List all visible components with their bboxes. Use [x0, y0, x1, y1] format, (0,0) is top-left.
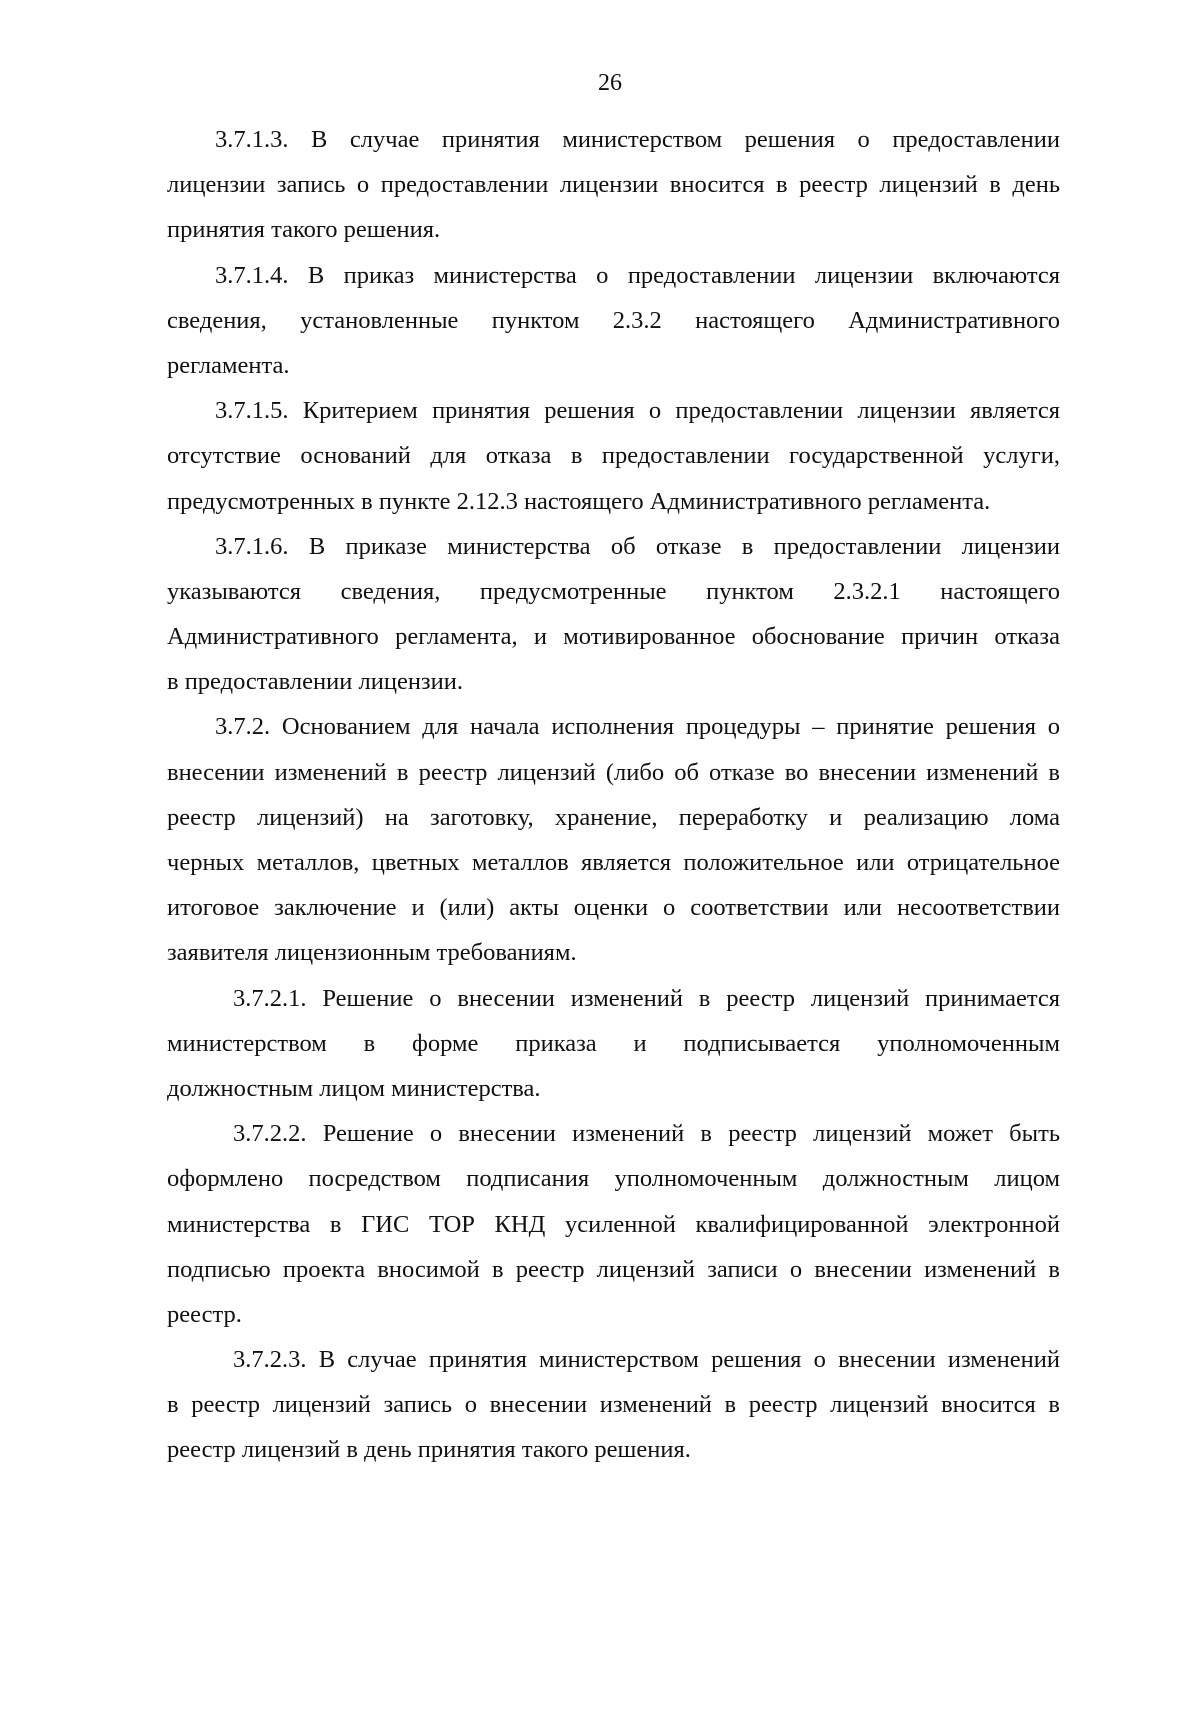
text-line: министерством в форме приказа и подписывается уполномоченным: [167, 1029, 1060, 1057]
text-line: Административного регламента, и мотивированное обоснование причин отказа: [167, 623, 1060, 651]
paragraph: [167, 1111, 1060, 1337]
paragraph: [167, 704, 1060, 975]
text-line: подписью проекта вносимой в реестр лицензий записи о внесении изменений в: [167, 1255, 1060, 1283]
text-line: министерства в ГИС ТОР КНД усиленной квалифицированной электронной: [167, 1210, 1060, 1238]
text-line: должностным лицом министерства.: [167, 1074, 541, 1102]
text-line: 3.7.2.3. В случае принятия министерством решения о внесении изменений: [233, 1346, 1060, 1374]
text-line: заявителя лицензионным требованиям.: [167, 939, 577, 967]
text-line: 3.7.1.3. В случае принятия министерством решения о предоставлении: [215, 126, 1060, 153]
paragraph: [167, 524, 1060, 705]
text-line: 3.7.1.4. В приказ министерства о предоставлении лицензии включаются: [215, 261, 1060, 289]
paragraph: [167, 253, 1060, 389]
paragraph: [167, 1337, 1060, 1473]
paragraph: [167, 388, 1060, 524]
text-line: в реестр лицензий запись о внесении изменений в реестр лицензий вносится в: [167, 1391, 1060, 1419]
text-line: принятия такого решения.: [167, 216, 441, 244]
text-line: оформлено посредством подписания уполномоченным должностным лицом: [167, 1165, 1060, 1193]
page-number: 26: [598, 70, 622, 96]
text-line: в предоставлении лицензии.: [167, 668, 463, 696]
paragraph: [167, 117, 1060, 253]
text-line: предусмотренных в пункте 2.12.3 настоящего Административного регламента.: [167, 487, 991, 515]
text-line: итоговое заключение и (или) акты оценки о соответствии или несоответствии: [167, 894, 1060, 922]
text-line: указываются сведения, предусмотренные пунктом 2.3.2.1 настоящего: [167, 577, 1060, 605]
text-line: реестр лицензий в день принятия такого решения.: [167, 1436, 691, 1464]
text-line: 3.7.2.2. Решение о внесении изменений в реестр лицензий может быть: [233, 1120, 1060, 1148]
text-line: реестр лицензий) на заготовку, хранение, переработку и реализацию лома: [167, 803, 1060, 831]
text-line: отсутствие оснований для отказа в предоставлении государственной услуги,: [167, 442, 1060, 470]
paragraph: [167, 976, 1060, 1112]
document-body: [167, 117, 1060, 1473]
text-line: реестр.: [167, 1300, 242, 1328]
text-line: внесении изменений в реестр лицензий (либо об отказе во внесении изменений в: [167, 758, 1060, 786]
text-line: регламента.: [167, 351, 290, 379]
text-line: лицензии запись о предоставлении лицензии вносится в реестр лицензий в день: [167, 171, 1060, 199]
text-line: 3.7.2.1. Решение о внесении изменений в реестр лицензий принимается: [233, 984, 1060, 1012]
text-line: сведения, установленные пунктом 2.3.2 настоящего Административного: [167, 306, 1060, 334]
text-line: 3.7.1.5. Критерием принятия решения о предоставлении лицензии является: [215, 397, 1060, 425]
text-line: 3.7.2. Основанием для начала исполнения процедуры – принятие решения о: [215, 713, 1060, 741]
text-line: черных металлов, цветных металлов является положительное или отрицательное: [167, 849, 1060, 876]
text-line: 3.7.1.6. В приказе министерства об отказе в предоставлении лицензии: [215, 532, 1060, 560]
